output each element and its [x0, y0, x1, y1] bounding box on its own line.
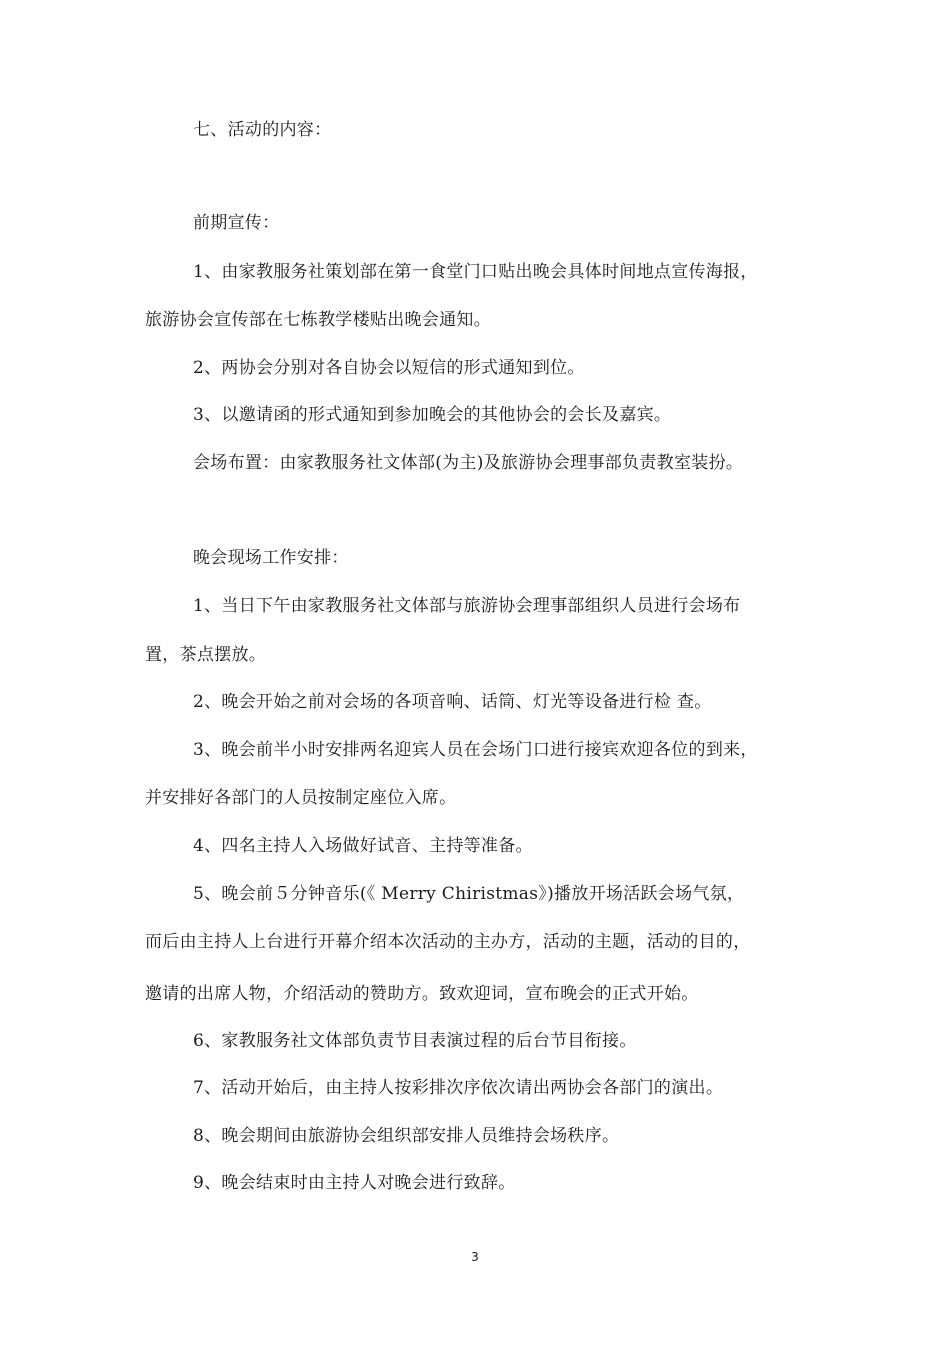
onsite-item-3-line-2: 并安排好各部门的人员按制定座位入席。 [145, 788, 457, 808]
onsite-item-6: 6、家教服务社文体部负责节目表演过程的后台节目衔接。 [193, 1031, 637, 1051]
venue-setup: 会场布置：由家教服务社文体部(为主)及旅游协会理事部负责教室装扮。 [193, 453, 744, 473]
publicity-item-1-line-1: 1、由家教服务社策划部在第一食堂门口贴出晚会具体时间地点宣传海报， [193, 262, 758, 282]
onsite-item-5-line-1: 5、晚会前５分钟音乐(《 Merry Chiristmas》)播放开场活跃会场气氛， [193, 884, 745, 904]
onsite-item-5-line-2: 而后由主持人上台进行开幕介绍本次活动的主办方，活动的主题，活动的目的， [145, 932, 751, 952]
onsite-heading: 晚会现场工作安排： [193, 548, 349, 568]
page-number: 3 [471, 1250, 479, 1264]
publicity-item-3: 3、以邀请函的形式通知到参加晚会的其他协会的会长及嘉宾。 [193, 405, 672, 425]
publicity-item-1-line-2: 旅游协会宣传部在七栋教学楼贴出晚会通知。 [145, 310, 491, 330]
onsite-item-5-line-3: 邀请的出席人物，介绍活动的赞助方。致欢迎词，宣布晚会的正式开始。 [145, 984, 699, 1004]
onsite-item-7: 7、活动开始后，由主持人按彩排次序依次请出两协会各部门的演出。 [193, 1078, 724, 1098]
onsite-item-3-line-1: 3、晚会前半小时安排两名迎宾人员在会场门口进行接宾欢迎各位的到来， [193, 740, 758, 760]
onsite-item-9: 9、晚会结束时由主持人对晚会进行致辞。 [193, 1173, 516, 1193]
section-heading: 七、活动的内容： [193, 120, 332, 140]
onsite-item-4: 4、四名主持人入场做好试音、主持等准备。 [193, 836, 533, 856]
publicity-heading: 前期宣传： [193, 213, 280, 233]
publicity-item-2: 2、两协会分别对各自协会以短信的形式通知到位。 [193, 358, 585, 378]
onsite-item-2: 2、晚会开始之前对会场的各项音响、话筒、灯光等设备进行检 查。 [193, 692, 712, 712]
onsite-item-1-line-1: 1、当日下午由家教服务社文体部与旅游协会理事部组织人员进行会场布 [193, 596, 741, 616]
onsite-item-8: 8、晚会期间由旅游协会组织部安排人员维持会场秩序。 [193, 1126, 620, 1146]
onsite-item-1-line-2: 置，茶点摆放。 [145, 645, 267, 665]
